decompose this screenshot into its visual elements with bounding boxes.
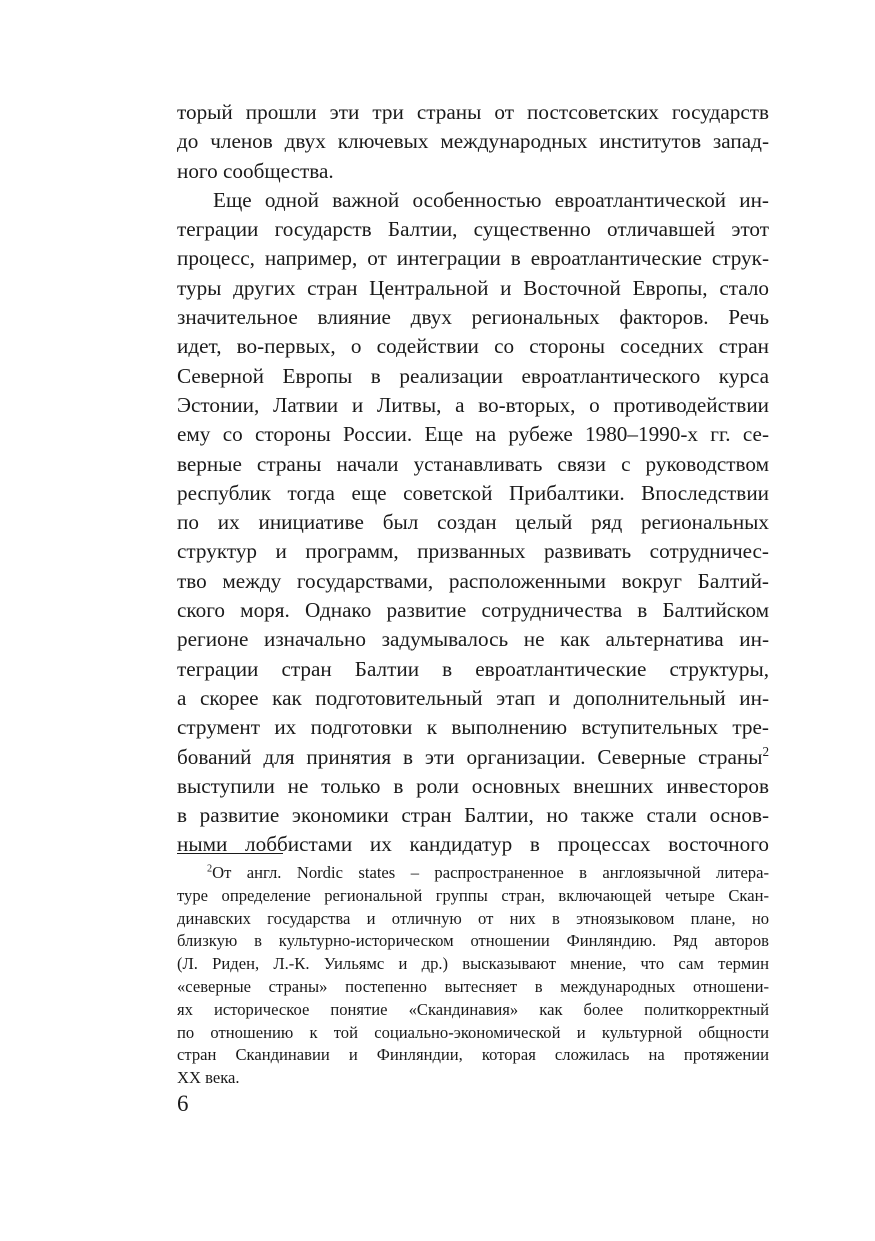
paragraph-main <box>177 186 769 860</box>
text-line: в развитие экономики стран Балтии, но также стали основ- <box>177 803 769 828</box>
footnote-line-content: От англ. Nordic states – распространенное в англоязычной литера- <box>212 863 769 882</box>
footnote-line: ях историческое понятие «Скандинавия» как более политкорректный <box>177 999 769 1019</box>
text-line: ского моря. Однако развитие сотрудничества в Балтийском <box>177 598 769 623</box>
text-line: процесс, например, от интеграции в евроатлантические струк- <box>177 246 769 271</box>
text-line: идет, во-первых, о содействии со стороны соседних стран <box>177 334 769 359</box>
text-line: по их инициативе был создан целый ряд региональных <box>177 510 769 535</box>
footnote-line: динавских государства и отличную от них в этноязыковом плане, но <box>177 908 769 928</box>
text-line: ными лоббистами их кандидатур в процессах восточного <box>177 832 769 857</box>
main-text <box>177 98 769 860</box>
footnote-line: туре определение региональной группы стран, включающей четыре Скан- <box>177 885 769 905</box>
footnote-line: стран Скандинавии и Финляндии, которая сложилась на протяжении <box>177 1045 769 1065</box>
text-line: структур и программ, призванных развивать сотрудничес- <box>177 539 769 564</box>
text-line: тво между государствами, расположенными вокруг Балтий- <box>177 568 769 593</box>
text-line: ему со стороны России. Еще на рубеже 1980–1990-х гг. се- <box>177 422 769 447</box>
text-line: ного сообщества. <box>177 158 334 183</box>
footnote-line <box>177 862 769 885</box>
text-line: теграции государств Балтии, существенно отличавшей этот <box>177 217 769 242</box>
footnote-reference: 2 <box>762 743 769 759</box>
footnote-marker: 2 <box>207 863 213 875</box>
text-line: туры других стран Центральной и Восточной Европы, стало <box>177 275 769 300</box>
text-line: до членов двух ключевых международных институтов запад- <box>177 129 769 154</box>
page-number: 6 <box>177 1091 189 1116</box>
text-line: республик тогда еще советской Прибалтики. Впоследствии <box>177 480 769 505</box>
text-line-content: бований для принятия в эти организации. Северные страны <box>177 744 763 769</box>
text-line: верные страны начали устанавливать связи с руководством <box>177 451 769 476</box>
text-line: регионе изначально задумывалось не как альтернатива ин- <box>177 627 769 652</box>
footnote-line: по отношению к той социально-экономической и культурной общности <box>177 1022 769 1042</box>
footnote-line: близкую в культурно-историческом отношении Финляндию. Ряд авторов <box>177 931 769 951</box>
footnote <box>177 862 769 1090</box>
footnote-line: (Л. Риден, Л.-К. Уильямс и др.) высказывают мнение, что сам термин <box>177 954 769 974</box>
text-line: струмент их подготовки к выполнению вступительных тре- <box>177 715 769 740</box>
footnote-line: XX века. <box>177 1068 240 1088</box>
text-line: Эстонии, Латвии и Литвы, а во-вторых, о противодействии <box>177 392 769 417</box>
footnote-separator <box>177 853 283 854</box>
text-line: а скорее как подготовительный этап и дополнительный ин- <box>177 685 769 710</box>
text-line: торый прошли эти три страны от постсоветских государств <box>177 100 769 124</box>
text-line: Еще одной важной особенностью евроатлантической ин- <box>213 187 769 212</box>
footnote-line: «северные страны» постепенно вытесняет в международных отношени- <box>177 976 769 996</box>
text-line: Северной Европы в реализации евроатлантического курса <box>177 363 769 388</box>
text-line: значительное влияние двух региональных факторов. Речь <box>177 305 769 330</box>
paragraph-continued <box>177 98 769 186</box>
text-line: теграции стран Балтии в евроатлантические структуры, <box>177 656 769 681</box>
book-page <box>177 0 769 1241</box>
text-line-with-footnote-ref <box>177 743 769 772</box>
text-line: выступили не только в роли основных внешних инвесторов <box>177 773 769 798</box>
